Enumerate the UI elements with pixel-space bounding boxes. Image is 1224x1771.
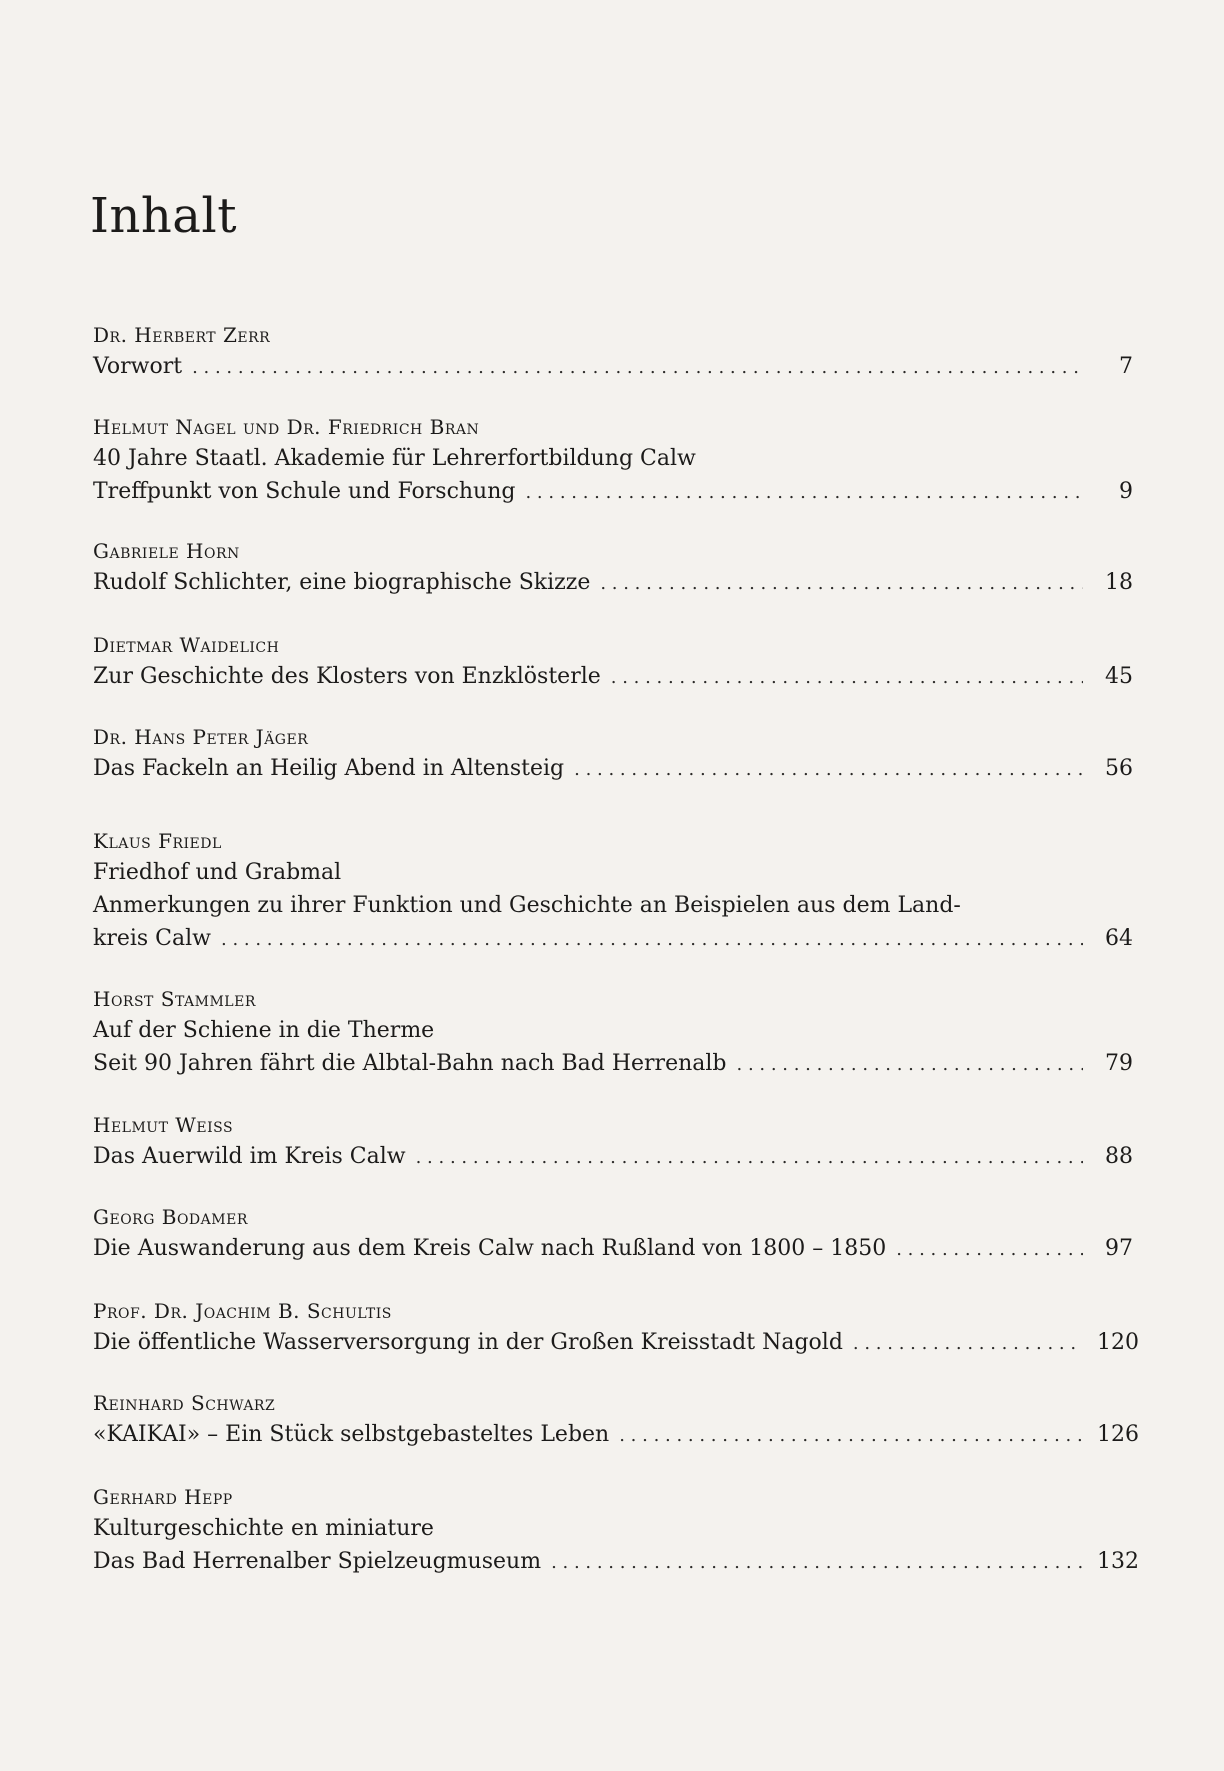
entry-title-line	[93, 1232, 1133, 1266]
toc-entry	[93, 412, 1133, 509]
dot-leader	[416, 1141, 1083, 1174]
page-number: 132	[1097, 1549, 1139, 1574]
entry-author: Gabriele Horn	[93, 539, 240, 563]
toc-entry	[93, 1110, 1133, 1174]
toc-entry	[93, 1202, 1133, 1266]
toc-entry	[93, 1296, 1139, 1360]
entry-subtitle: Das Bad Herrenalber Spielzeugmuseum	[93, 1549, 542, 1574]
entry-author: Gerhard Hepp	[93, 1485, 233, 1509]
page-number: 88	[1105, 1144, 1133, 1169]
page-number: 56	[1105, 756, 1133, 781]
entry-title: «KAIKAI» – Ein Stück selbstgebasteltes Leben	[93, 1422, 610, 1447]
toc-entry	[93, 1482, 1139, 1579]
entry-title-line	[93, 1047, 1133, 1081]
entry-author: Helmut Weiss	[93, 1113, 234, 1137]
dot-leader	[525, 476, 1083, 509]
toc-entry	[93, 630, 1133, 694]
entry-author: Dr. Herbert Zerr	[93, 323, 271, 347]
page-number: 79	[1105, 1051, 1133, 1076]
toc-entry	[93, 722, 1133, 786]
entry-title: Das Auerwild im Kreis Calw	[93, 1144, 406, 1169]
entry-subtitle: Treffpunkt von Schule und Forschung	[93, 479, 516, 504]
entry-author: Georg Bodamer	[93, 1205, 248, 1229]
entry-author: Prof. Dr. Joachim B. Schultis	[93, 1299, 392, 1323]
entry-title-line	[93, 752, 1133, 786]
entry-title-line	[93, 1140, 1133, 1174]
toc-entry	[93, 536, 1133, 600]
entry-author: Dr. Hans Peter Jäger	[93, 725, 309, 749]
entry-title: Kulturgeschichte en miniature	[93, 1516, 434, 1541]
entry-author: Dietmar Waidelich	[93, 633, 280, 657]
entry-title: Das Fackeln an Heilig Abend in Altensteig	[93, 756, 565, 781]
dot-leader	[221, 923, 1083, 956]
page-number: 64	[1105, 926, 1133, 951]
page-number: 7	[1119, 354, 1133, 379]
entry-title: Auf der Schiene in die Therme	[93, 1018, 435, 1043]
entry-title: Friedhof und Grabmal	[93, 860, 342, 885]
dot-leader	[619, 1419, 1083, 1452]
toc-entry	[93, 320, 1133, 384]
page-number: 120	[1097, 1330, 1139, 1355]
entry-title: Die öffentliche Wasserversorgung in der Großen Kreisstadt Nagold	[93, 1330, 843, 1355]
toc-entry	[93, 1388, 1139, 1452]
dot-leader	[853, 1327, 1083, 1360]
page-title: Inhalt	[90, 188, 238, 244]
toc-entry	[93, 826, 1133, 956]
entry-title-line	[93, 350, 1133, 384]
entry-title-line	[93, 1326, 1139, 1360]
entry-title-line	[93, 475, 1133, 509]
entry-title: Zur Geschichte des Klosters von Enzklösterle	[93, 664, 601, 689]
entry-title-line	[93, 566, 1133, 600]
entry-title-line	[93, 660, 1133, 694]
page-number: 9	[1119, 479, 1133, 504]
entry-title: 40 Jahre Staatl. Akademie für Lehrerfortbildung Calw	[93, 446, 696, 471]
dot-leader	[574, 753, 1083, 786]
entry-title: Vorwort	[93, 354, 183, 379]
page-number: 45	[1105, 664, 1133, 689]
entry-subtitle-end: kreis Calw	[93, 926, 212, 951]
dot-leader	[551, 1546, 1083, 1579]
entry-title: Rudolf Schlichter, eine biographische Skizze	[93, 570, 591, 595]
page-number: 97	[1105, 1236, 1133, 1261]
page-number: 18	[1105, 570, 1133, 595]
entry-subtitle: Seit 90 Jahren fährt die Albtal-Bahn nach Bad Herrenalb	[93, 1051, 727, 1076]
dot-leader	[192, 351, 1083, 384]
dot-leader	[896, 1233, 1083, 1266]
toc-entry	[93, 984, 1133, 1081]
entry-title-line	[93, 1545, 1139, 1579]
page-number: 126	[1097, 1422, 1139, 1447]
entry-author: Helmut Nagel und Dr. Friedrich Bran	[93, 415, 480, 439]
entry-title-line	[93, 1418, 1139, 1452]
dot-leader	[611, 661, 1083, 694]
entry-subtitle: Anmerkungen zu ihrer Funktion und Geschichte an Beispielen aus dem Land-	[93, 893, 961, 918]
entry-title: Die Auswanderung aus dem Kreis Calw nach Rußland von 1800 – 1850	[93, 1236, 887, 1261]
entry-author: Klaus Friedl	[93, 829, 222, 853]
entry-author: Reinhard Schwarz	[93, 1391, 276, 1415]
entry-title-line	[93, 922, 1133, 956]
dot-leader	[737, 1048, 1084, 1081]
dot-leader	[600, 567, 1083, 600]
entry-author: Horst Stammler	[93, 987, 256, 1011]
